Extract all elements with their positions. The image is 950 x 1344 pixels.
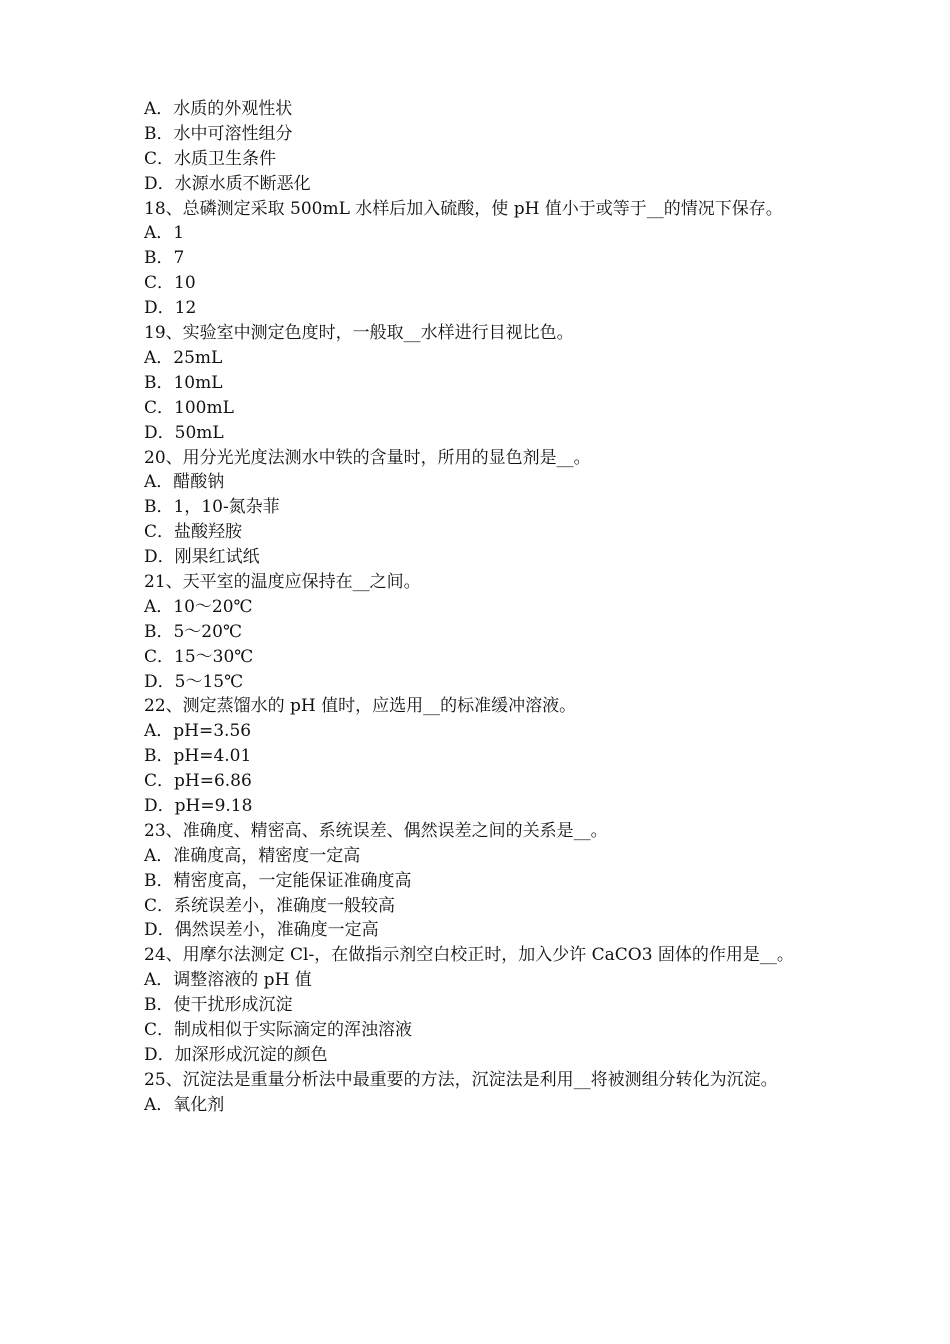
- option-d: D．pH=9.18: [144, 796, 253, 817]
- option-c: C．制成相似于实际滴定的浑浊溶液: [144, 1020, 413, 1041]
- question-25: [144, 1068, 812, 1118]
- question-text: 22、测定蒸馏水的 pH 值时，应选用__的标准缓冲溶液。: [144, 696, 577, 717]
- question-text: 20、用分光光度法测水中铁的含量时，所用的显色剂是__。: [144, 447, 591, 468]
- question-text: 19、实验室中测定色度时，一般取__水样进行目视比色。: [144, 323, 574, 344]
- option-a: A．氧化剂: [144, 1094, 225, 1115]
- option-b: B．pH=4.01: [144, 746, 252, 767]
- option-c: C．100mL: [144, 397, 234, 418]
- option-a: A．10～20℃: [144, 596, 253, 617]
- option-d: D．5～15℃: [144, 671, 244, 692]
- option-c: C．水质卫生条件: [144, 148, 277, 169]
- question-20: [144, 446, 812, 570]
- option-c: C．pH=6.86: [144, 771, 252, 792]
- option-d: D．50mL: [144, 422, 224, 443]
- option-b: B．水中可溶性组分: [144, 123, 293, 144]
- option-a: A．pH=3.56: [144, 721, 252, 742]
- option-c: C．盐酸羟胺: [144, 522, 243, 543]
- question-text: 23、准确度、精密高、系统误差、偶然误差之间的关系是__。: [144, 820, 608, 841]
- option-a: A．调整溶液的 pH 值: [144, 970, 312, 991]
- question-21: [144, 570, 812, 694]
- option-b: B．5～20℃: [144, 621, 242, 642]
- option-a: A．水质的外观性状: [144, 99, 293, 119]
- option-c: C．系统误差小，准确度一般较高: [144, 895, 396, 916]
- option-b: B．10mL: [144, 372, 223, 393]
- option-b: B．精密度高，一定能保证准确度高: [144, 870, 412, 891]
- option-c: C．15～30℃: [144, 646, 254, 667]
- document-page: [144, 97, 812, 1118]
- option-d: D．刚果红试纸: [144, 547, 260, 568]
- question-text: 24、用摩尔法测定 Cl-，在做指示剂空白校正时，加入少许 CaCO3 固体的作用是__。: [144, 945, 794, 966]
- question-18: [144, 197, 812, 321]
- question-22: [144, 694, 812, 818]
- option-d: D．偶然误差小，准确度一定高: [144, 920, 379, 941]
- question-19: [144, 321, 812, 445]
- option-b: B．使干扰形成沉淀: [144, 995, 293, 1016]
- question-text: 18、总磷测定采取 500mL 水样后加入硫酸，使 pH 值小于或等于__的情况下保存。: [144, 198, 783, 219]
- option-b: B．1，10-氮杂菲: [144, 497, 280, 518]
- option-c: C．10: [144, 273, 196, 294]
- option-a: A．醋酸钠: [144, 472, 225, 493]
- question-24: [144, 943, 812, 1067]
- question-text: 21、天平室的温度应保持在__之间。: [144, 571, 421, 592]
- option-a: A．1: [144, 223, 185, 244]
- option-d: D．12: [144, 298, 197, 319]
- option-d: D．加深形成沉淀的颜色: [144, 1044, 328, 1065]
- question-23: [144, 819, 812, 943]
- option-a: A．准确度高，精密度一定高: [144, 845, 361, 866]
- option-a: A．25mL: [144, 347, 223, 368]
- option-b: B．7: [144, 248, 185, 269]
- question-17-options: [144, 97, 812, 197]
- question-text: 25、沉淀法是重量分析法中最重要的方法，沉淀法是利用__将被测组分转化为沉淀。: [144, 1069, 778, 1090]
- option-d: D．水源水质不断恶化: [144, 173, 311, 194]
